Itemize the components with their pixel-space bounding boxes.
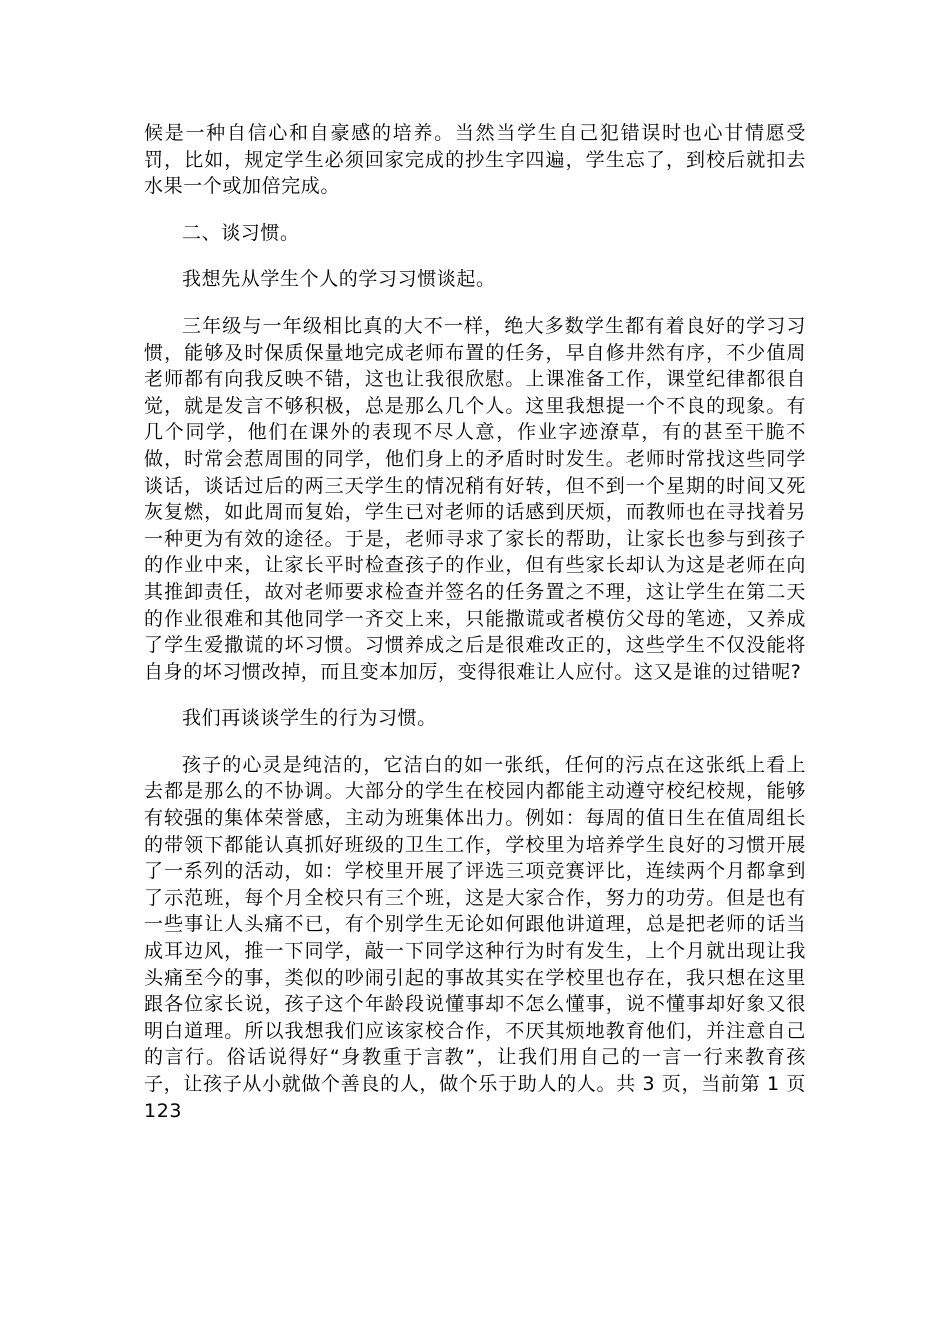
body-paragraph: 我想先从学生个人的学习习惯谈起。 — [182, 268, 496, 291]
document-page — [144, 120, 806, 1124]
continuation-paragraph: 候是一种自信心和自豪感的培养。当然当学生自己犯错误时也心甘情愿受罚，比如，规定学生必须回家完成的抄生字四遍，学生忘了，到校后就扣去水果一个或加倍完成。 — [144, 122, 806, 198]
body-paragraph: 我们再谈谈学生的行为习惯。 — [182, 707, 437, 730]
paragraph-gap — [144, 732, 806, 752]
paragraph-gap — [144, 685, 806, 705]
paragraph-gap — [144, 293, 806, 313]
body-paragraph: 孩子的心灵是纯洁的，它洁白的如一张纸，任何的污点在这张纸上看上去都是那么的不协调。大部分的学生在校园内都能主动遵守校纪校规，能够有较强的集体荣誉感，主动为班集体出力。例如：每周的值日生在值周组长的带领下都能认真抓好班级的卫生工作，学校里为培养学生良好的习惯开展了一系列的活动，如：学校里开展了评选三项竞赛评比，连续两个月都拿到了示范班，每个月全校只有三个班，这是大家合作，努力的功劳。但是也有一些事让人头痛不已，有个别学生无论如何跟他讲道理，总是把老师的话当成耳边风，推一下同学，敲一下同学这种行为时有发生，上个月就出现让我头痛至今的事，类似的吵闹引起的事故其实在学校里也存在，我只想在这里跟各位家长说，孩子这个年龄段说懂事却不怎么懂事，说不懂事却好象又很明白道理。所以我想我们应该家校合作，不厌其烦地教育他们，并注意自己的言行。俗话说得好“身教重于言教”，让我们用自己的一言一行来教育孩子，让孩子从小就做个善良的人，做个乐于助人的人。共 3 页，当前第 1 页123 — [144, 753, 806, 1122]
paragraph-gap — [144, 200, 806, 220]
section-heading: 二、谈习惯。 — [182, 221, 300, 244]
paragraph-gap — [144, 246, 806, 266]
body-paragraph: 三年级与一年级相比真的大不一样，绝大多数学生都有着良好的学习习惯，能够及时保质保量地完成老师布置的任务，早自修井然有序，不少值周老师都有向我反映不错，这也让我很欣慰。上课准备工作，课堂纪律都很自觉，就是发言不够积极，总是那么几个人。这里我想提一个不良的现象。有几个同学，他们在课外的表现不尽人意，作业字迹潦草，有的甚至干脆不做，时常会惹周围的同学，他们身上的矛盾时时发生。老师时常找这些同学谈话，谈话过后的两三天学生的情况稍有好转，但不到一个星期的时间又死灰复燃，如此周而复始，学生已对老师的话感到厌烦，而教师也在寻找着另一种更为有效的途径。于是，老师寻求了家长的帮助，让家长也参与到孩子的作业中来，让家长平时检查孩子的作业，但有些家长却认为这是老师在向其推卸责任，故对老师要求检查并签名的任务置之不理，这让学生在第二天的作业很难和其他同学一齐交上来，只能撒谎或者模仿父母的笔迹，又养成了学生爱撒谎的坏习惯。习惯养成之后是很难改正的，这些学生不仅没能将自身的坏习惯改掉，而且变本加厉，变得很难让人应付。这又是谁的过错呢? — [144, 314, 806, 683]
